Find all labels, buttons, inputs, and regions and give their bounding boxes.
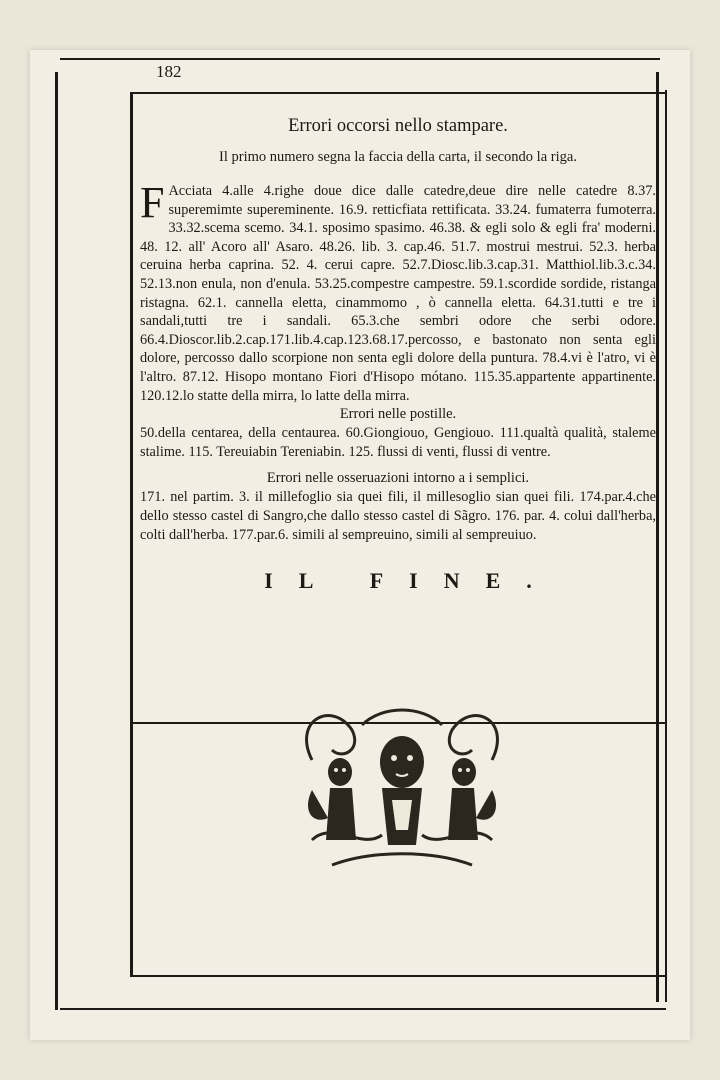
errata-main-paragraph (140, 178, 656, 405)
frame-right-outer-2 (665, 90, 667, 1002)
woodcut-ornament (292, 700, 512, 875)
frame-left-outer (55, 72, 58, 1010)
finis-text: IL FINE. (264, 568, 558, 594)
page-title: Errori occorsi nello stampare. (288, 116, 508, 136)
errata-content (140, 112, 656, 594)
osservazioni-heading: Errori nelle osseruazioni intorno a i semplici. (266, 470, 530, 487)
frame-inner-bottom (130, 975, 666, 977)
drop-capital: F (140, 178, 165, 227)
errata-main-text: Acciata 4.alle 4.righe doue dice dalle catedre,deue dire nelle catedre 8.37. superemimte supereminente. 16.9. retticfiata rettificata. 33.24. fumaterra fumoterra. 33.32.scema scemo. 34.1. sposimo spasimo. 46.38. & egli solo & egli fra' moderni. 48. 12. all' Acoro all' Asaro. 48.26. lib. 3. cap.46. 51.7. mostrui mestrui. 52.3. herba ceruina herba caprina. 52. 4. cerui capre. 52.7.Diosc.lib.3.cap.31. Matthiol.lib.3.c.34. 52.13.non enula, non d'enula. 53.25.compestre campestre. 59.1.scordide sordide, ristanga ristagna. 62.1. cannella eletta, cinammomo , ò cannella eletta. 64.31.tutti e tre i sandali,tutti tre i sandali. 65.3.che sembri odore che serbi odore. 66.4.Dioscor.lib.2.cap.171.lib.4.cap.123.68.17.percosso, e bastonato non senta egli dolore, percosso dallo scorpione non senta egli dolore della puntura. 78.4.vi è l'atro, vi è l'altro. 87.12. Hisopo montano Fiori d'Hisopo mótano. 115.35.appartente appartinente. 120.12.lo statte della mirra, lo latte della mirra. (140, 183, 656, 404)
frame-right-outer (656, 72, 659, 1002)
postille-heading: Errori nelle postille. (339, 406, 457, 423)
postille-text: 50.della centarea, della centaurea. 60.Giongiouo, Gengiouo. 111.qualtà qualità, staleme stalime. 115. Tereuiabin Tereniabin. 125. flussi di venti, flussi di ventre. (140, 425, 656, 460)
frame-bottom-rule (60, 1008, 666, 1010)
frame-top-rule (60, 58, 660, 60)
page-subtitle: Il primo numero segna la faccia della carta, il secondo la riga. (219, 149, 577, 165)
frame-inner-top (130, 92, 666, 94)
osservazioni-text: 171. nel partim. 3. il millefoglio sia quei fili, il millesoglio sian quei fili. 174.par.4.che dello stesso castel di Sangro,che dallo stesso castel di Sãgro. 176. par. 4. colui dall'herba, colti dall'herba. 177.par.6. simili al sempreuino, simili al sempreuiuo. (140, 489, 656, 543)
page-number: 182 (156, 62, 182, 81)
frame-inner-left (130, 92, 133, 977)
